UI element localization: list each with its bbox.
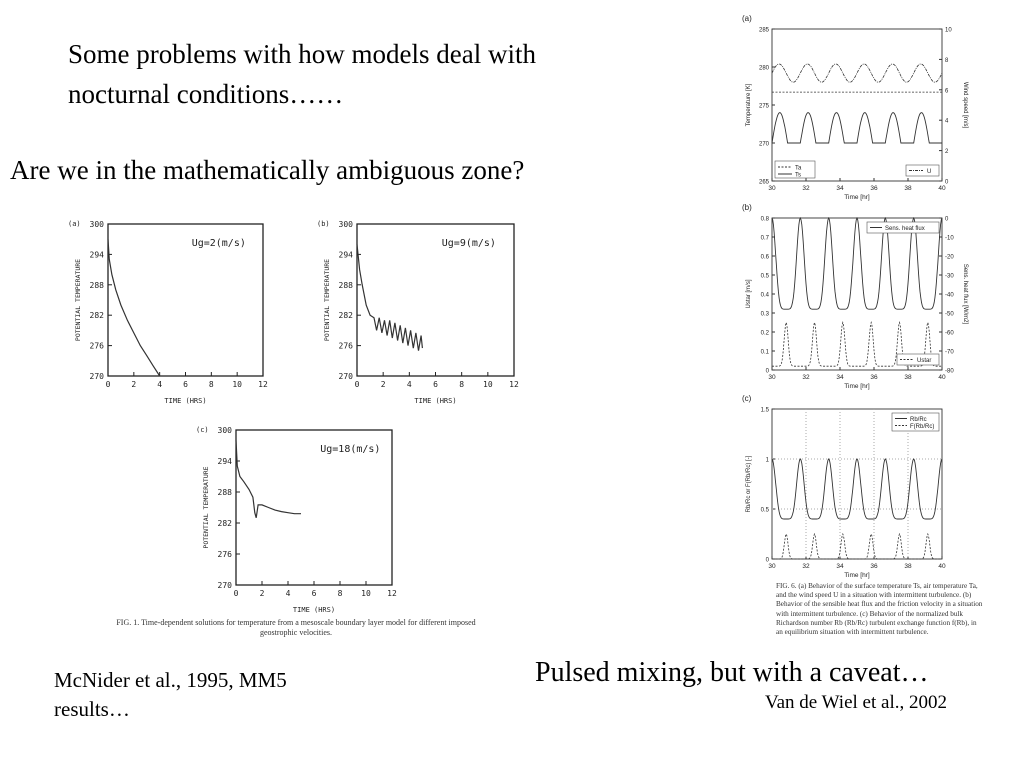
vandewiel-chart-1 [742,14,968,201]
x-tick-label: 30 [768,374,776,381]
y-tick-label: 0.4 [760,292,769,299]
mcnider-figure [60,210,519,645]
y-tick-label: 0.1 [760,349,769,356]
y-axis-label: POTENTIAL TEMPERATURE [74,258,82,342]
x-tick-label: 6 [183,380,188,389]
panel-label: (a) [68,220,81,228]
series-u [772,64,942,82]
y-axis-label: Temperature [K] [746,83,752,127]
y-tick-label: 276 [338,341,353,351]
y-right-tick-label: -40 [945,292,954,299]
y-right-tick-label: -50 [945,311,954,318]
x-tick-label: 40 [938,185,946,192]
x-tick-label: 4 [406,380,412,389]
y-right-tick-label: 4 [945,118,949,125]
legend-label-heat-flux: Sens. heat flux [885,226,925,232]
x-tick-label: 4 [285,589,291,598]
x-tick-label: 12 [509,380,519,389]
legend-label-ts: Ts [795,172,801,179]
x-tick-label: 2 [380,380,386,389]
y-tick-label: 0.3 [760,311,769,318]
y-tick-label: 0 [765,368,769,375]
y-tick-label: 265 [758,179,769,186]
y-tick-label: 280 [758,65,769,72]
x-tick-label: 2 [259,589,265,598]
y-right-tick-label: -20 [945,254,954,261]
vandewiel-chart-3 [742,394,946,579]
y-right-tick-label: 0 [945,216,949,223]
x-tick-label: 0 [105,380,111,389]
y-tick-label: 275 [758,103,769,110]
slide-question: Are we in the mathematically ambiguous zone? [10,155,525,185]
x-axis-label: TIME (HRS) [292,606,336,614]
series-f-rb-rc [772,534,942,559]
plot-frame [772,409,942,559]
y-tick-label: 1.5 [760,407,769,414]
y-tick-label: 0.5 [760,273,769,280]
y-tick-label: 0.5 [760,507,769,514]
legend-label-f-rb-rc: F(Rb/Rc) [910,424,935,430]
x-tick-label: 38 [904,374,912,381]
x-tick-label: 0 [233,589,239,598]
x-tick-label: 6 [433,380,438,389]
y-tick-label: 0.7 [760,235,769,242]
x-tick-label: 36 [870,374,878,381]
y-tick-label: 300 [89,220,104,229]
mcnider-chart-3 [196,426,397,614]
x-tick-label: 32 [802,185,810,192]
x-tick-label: 4 [157,380,163,389]
y-tick-label: 270 [338,372,353,381]
y-tick-label: 0.8 [760,216,769,223]
y-tick-label: 270 [89,372,104,381]
x-tick-label: 36 [870,185,878,192]
x-tick-label: 30 [768,185,776,192]
y-tick-label: 0.6 [760,254,769,261]
x-tick-label: 0 [354,380,360,389]
panel-label: (a) [742,14,752,23]
legend-label-rb-rc: Rb/Rc [910,417,927,423]
y-right-tick-label: 2 [945,149,949,156]
y-tick-label: 294 [89,250,104,260]
x-tick-label: 12 [387,589,397,598]
ug-annotation: Ug=2(m/s) [191,238,246,249]
x-tick-label: 2 [131,380,137,389]
y-tick-label: 0 [765,557,769,564]
y-right-tick-label: 8 [945,57,949,64]
y-right-tick-label: -70 [945,349,954,356]
x-tick-label: 40 [938,374,946,381]
y-right-tick-label: -80 [945,368,954,375]
x-axis-label: TIME (HRS) [164,397,207,405]
x-tick-label: 36 [870,563,878,570]
y-tick-label: 1 [765,457,769,464]
legend-label-ustar: Ustar [917,358,932,364]
y-tick-label: 0.2 [760,330,769,337]
ug-annotation: Ug=18(m/s) [320,444,381,455]
x-tick-label: 8 [337,589,343,598]
x-tick-label: 8 [459,380,465,389]
x-tick-label: 38 [904,563,912,570]
y-tick-label: 300 [217,426,232,435]
citation-mcnider: McNider et al., 1995, MM5 results… [54,668,287,721]
panel-label: (c) [742,394,752,403]
y-tick-label: 282 [217,519,232,528]
y-tick-label: 294 [338,250,353,260]
y-tick-label: 282 [338,311,353,321]
y-tick-label: 270 [758,141,769,148]
plot-frame [772,29,942,181]
legend-label-u: U [927,169,932,175]
x-tick-label: 12 [258,380,268,389]
y-axis-label: POTENTIAL TEMPERATURE [202,466,210,549]
x-tick-label: 32 [802,563,810,570]
citation-vandewiel: Van de Wiel et al., 2002 [765,692,947,713]
y-tick-label: 300 [338,220,353,229]
y-right-tick-label: 6 [945,88,949,95]
y-right-tick-label: 10 [945,27,952,34]
y-right-tick-label: -60 [945,330,954,337]
temperature-line [236,440,301,518]
x-tick-label: 8 [208,380,214,389]
y-tick-label: 288 [338,280,353,290]
x-tick-label: 6 [311,589,317,598]
x-tick-label: 40 [938,563,946,570]
panel-label: (b) [317,220,330,228]
x-tick-label: 10 [483,380,493,389]
y-tick-label: 285 [758,27,769,34]
y-axis-label: Ustar [m/s] [746,279,752,309]
x-axis-label: Time [hr] [844,572,870,579]
y-tick-label: 288 [89,280,104,290]
y-tick-label: 288 [217,488,232,497]
vandewiel-svg [738,5,976,645]
y-tick-label: 276 [217,550,232,559]
y-tick-label: 282 [89,311,104,321]
y-right-tick-label: -10 [945,235,954,242]
y-tick-label: 276 [89,341,104,351]
x-axis-label: Time [hr] [844,383,870,390]
x-tick-label: 34 [836,563,844,570]
slide-title: Some problems with how models deal with nocturnal conditions…… [68,39,536,109]
x-tick-label: 10 [361,589,371,598]
temperature-line [357,244,422,350]
series-ts [772,113,942,143]
series-rb-rc [772,459,942,519]
caveat-text: Pulsed mixing, but with a caveat… [535,657,929,688]
y-tick-label: 270 [217,581,232,590]
legend-label-ta: Ta [795,165,802,172]
y-tick-label: 294 [217,457,232,466]
panel-label: (b) [742,203,752,212]
panel-label: (c) [196,426,209,434]
y-right-axis-label: Wind speed [m/s] [962,81,968,129]
x-tick-label: 38 [904,185,912,192]
temperature-line [108,239,160,376]
x-tick-label: 10 [232,380,242,389]
x-axis-label: Time [hr] [844,194,870,201]
x-tick-label: 32 [802,374,810,381]
y-right-tick-label: -30 [945,273,954,280]
vandewiel-chart-2 [742,203,968,390]
y-right-axis-label: Sens. heat flux [W/m2] [962,263,968,325]
x-tick-label: 34 [836,374,844,381]
x-tick-label: 30 [768,563,776,570]
ug-annotation: Ug=9(m/s) [441,238,496,249]
mcnider-chart-2 [317,220,519,405]
mcnider-caption: FIG. 1. Time-dependent solutions for temperature from a mesoscale boundary layer model for different imposed geostrophic velocities. [116,618,476,637]
y-right-tick-label: 0 [945,179,949,186]
y-axis-label: Rb/Rc or F(Rb/Rc) [-] [746,455,752,513]
y-axis-label: POTENTIAL TEMPERATURE [323,258,331,342]
vandewiel-caption: FIG. 6. (a) Behavior of the surface temperature Ts, air temperature Ta, and the wind speed U in a situation with intermittent turbulence. (b) Behavior of the sensible heat flux and the friction velocity in a situation with intermittent turbulence. (c) Behavior of the normalized bulk Richardson number Rb (Rb/Rc) turbulent exchange function f(Rb), in an equilibrium situation with intermittent turbulence. [776,582,983,637]
x-axis-label: TIME (HRS) [414,397,457,405]
mcnider-chart-1 [68,220,268,405]
vandewiel-figure [738,5,976,645]
mcnider-svg [60,210,519,645]
x-tick-label: 34 [836,185,844,192]
